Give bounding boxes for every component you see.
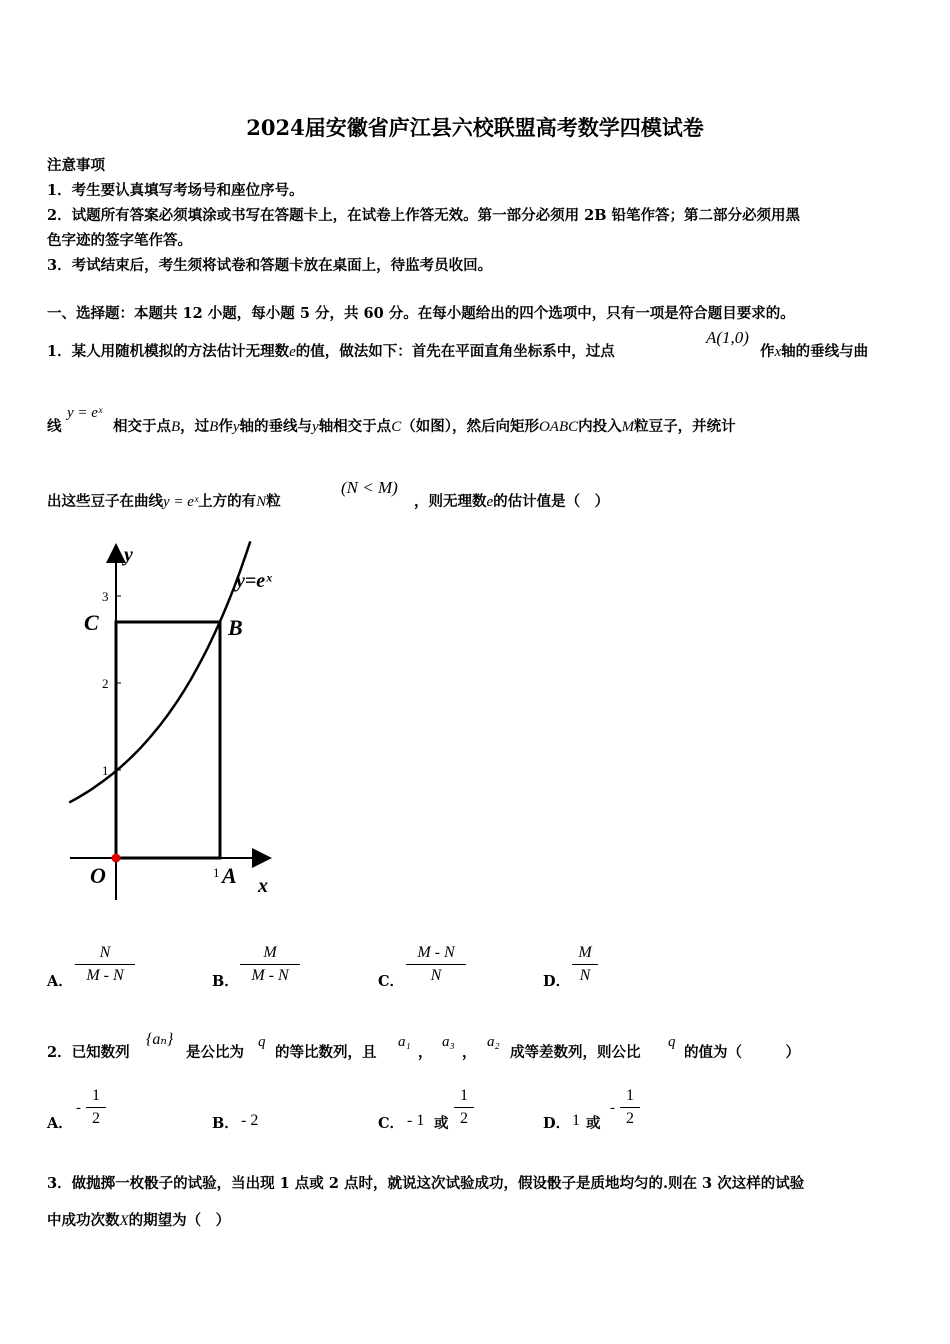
q2-option-c-fraction: [454, 1086, 474, 1129]
q1-text: 作: [218, 418, 233, 435]
math-a2: a₂: [487, 1034, 500, 1050]
math-a3: a₃: [442, 1034, 455, 1050]
denominator: N: [430, 967, 442, 984]
math-curve: y = eˣ: [163, 494, 199, 510]
numerator: M: [263, 944, 277, 961]
q2-option-d-label: D．: [543, 1115, 571, 1132]
q2-line1-d: [510, 1041, 641, 1062]
q2-text: 是公比为: [186, 1044, 244, 1061]
math-y: y: [232, 419, 240, 435]
fraction-bar: [240, 964, 300, 965]
q1-option-a-fraction: [75, 943, 135, 986]
q1-text: 粒豆子，并统计: [634, 418, 736, 435]
numerator: 1: [460, 1087, 468, 1104]
math-n: N: [256, 494, 267, 510]
q2-text: 成等差数列，则公比: [510, 1044, 641, 1061]
q1-option-b-fraction: [240, 943, 300, 986]
y-axis-label: y: [124, 544, 133, 566]
section-heading: 一、选择题：本题共 12 小题，每小题 5 分，共 60 分。在每小题给出的四个选项中，只有一项是符合题目要求的。: [47, 305, 795, 322]
q1-text: 粒: [266, 493, 281, 510]
exp-curve: [69, 541, 250, 802]
q2-option-b-value: - 2: [241, 1112, 259, 1129]
fraction-bar: [406, 964, 466, 965]
math-sequence: {aₙ}: [146, 1031, 174, 1048]
math-curve: y = eˣ: [67, 405, 103, 421]
point-c-label: C: [84, 610, 99, 635]
q1-option-d-fraction: [572, 943, 598, 986]
rectangle-oabc: [116, 622, 220, 858]
tick-label-3: 3: [102, 589, 109, 604]
math-q: q: [258, 1034, 266, 1050]
math-a1: a₁: [398, 1034, 411, 1050]
numerator: N: [99, 944, 111, 961]
q3-line2: [47, 1209, 230, 1230]
q2-text: 2．已知数列: [47, 1044, 130, 1061]
q1-option-c-label: C．: [378, 973, 405, 990]
fraction-bar: [572, 964, 598, 965]
fraction-bar: [75, 964, 135, 965]
page-title: 2024届安徽省庐江县六校联盟高考数学四模试卷: [246, 115, 704, 140]
exp-curve-figure: [60, 535, 300, 910]
q3-text: 的期望为（ ）: [128, 1212, 231, 1229]
math-b: B: [209, 419, 219, 435]
numerator: 1: [92, 1087, 100, 1104]
q1-text: ，过: [180, 418, 210, 435]
point-b-label: B: [228, 615, 243, 640]
math-e: e: [289, 344, 296, 360]
q1-text: 上方的有: [198, 493, 257, 510]
comma: ，: [418, 1044, 433, 1061]
math-q: q: [668, 1034, 676, 1050]
denominator: 2: [92, 1110, 100, 1127]
denominator: 2: [626, 1110, 634, 1127]
notice-item-2a: 2．试题所有答案必须填涂或书写在答题卡上，在试卷上作答无效。第一部分必须用 2B 铅笔作答；第二部分必须用黑: [47, 207, 801, 224]
q1-option-b-label: B．: [212, 973, 239, 990]
q1-text: 的估计值是（ ）: [493, 493, 610, 510]
q2-option-b-label: B．: [212, 1115, 239, 1132]
q1-text: 1．某人用随机模拟的方法估计无理数: [47, 343, 290, 360]
math-c: C: [391, 419, 402, 435]
minus-sign: -: [76, 1100, 81, 1116]
q2-option-a-label: A．: [47, 1115, 73, 1132]
q1-text: ，则无理数: [414, 493, 487, 510]
origin-label: O: [90, 863, 106, 888]
q1-option-a-label: A．: [47, 973, 73, 990]
tick-label-2: 2: [102, 676, 109, 691]
x-tick-label-1: 1: [213, 865, 220, 880]
math-y: y: [312, 419, 319, 435]
math-e: e: [486, 494, 494, 510]
math-b: B: [171, 419, 181, 435]
q3-line1: 3．做抛掷一枚骰子的试验，当出现 1 点或 2 点时，就说这次试验成功，假设骰子是质地均匀的.则在 3 次这样的试验: [47, 1175, 805, 1192]
q1-line2-b: [113, 415, 736, 436]
point-a-label: A: [222, 863, 237, 888]
origin-point: [112, 854, 121, 863]
q2-line1: [47, 1041, 130, 1062]
q1-line1: [47, 340, 615, 361]
notice-item-3: 3．考试结束后，考生须将试卷和答题卡放在桌面上，待监考员收回。: [47, 257, 493, 274]
q1-text: 轴的垂线与: [239, 418, 313, 435]
q2-option-d-value: 1: [572, 1112, 580, 1129]
denominator: M - N: [251, 967, 289, 984]
q1-option-c-fraction: [406, 943, 466, 986]
or-text: 或: [434, 1115, 449, 1132]
fraction-bar: [620, 1107, 640, 1108]
q2-option-c-label: C．: [378, 1115, 405, 1132]
fraction-bar: [454, 1107, 474, 1108]
q1-text: 线: [47, 418, 62, 435]
q1-text: （如图），然后向矩形: [401, 418, 539, 435]
denominator: M - N: [86, 967, 124, 984]
q1-line1-end: [760, 340, 868, 361]
q1-text: 出这些豆子在曲线: [47, 493, 163, 510]
q1-text: 作: [760, 343, 775, 360]
minus-sign: -: [610, 1100, 615, 1116]
tick-label-1: 1: [102, 763, 109, 778]
q2-option-c-value: - 1: [407, 1112, 425, 1129]
q2-line1-e: [684, 1041, 800, 1062]
q1-line2: [47, 415, 62, 436]
numerator: M - N: [417, 944, 455, 961]
q1-text: 内投入: [578, 418, 622, 435]
q2-text: 的等比数列，且: [275, 1044, 377, 1061]
q1-text: 相交于点: [113, 418, 171, 435]
q2-line1-c: [275, 1041, 377, 1062]
q2-option-a-fraction: [86, 1086, 106, 1129]
curve-label: y=eˣ: [236, 570, 272, 592]
comma: ，: [462, 1044, 477, 1061]
q1-text: 的值，做法如下：首先在平面直角坐标系中，过点: [295, 343, 615, 360]
or-text: 或: [586, 1115, 601, 1132]
q2-text: 的值为（ ）: [684, 1044, 800, 1061]
denominator: 2: [460, 1110, 468, 1127]
math-m: M: [621, 419, 635, 435]
math-condition: (N < M): [341, 478, 398, 497]
q1-line3-b: [414, 490, 609, 511]
notice-item-2b: 色字迹的签字笔作答。: [47, 232, 192, 249]
fraction-bar: [86, 1107, 106, 1108]
math-rect: OABC: [538, 419, 579, 435]
notice-item-1: 1．考生要认真填写考场号和座位序号。: [47, 182, 304, 199]
math-x-variable: X: [119, 1213, 129, 1229]
numerator: 1: [626, 1087, 634, 1104]
math-x: x: [774, 344, 782, 360]
denominator: N: [579, 967, 591, 984]
numerator: M: [578, 944, 592, 961]
q1-text: 轴的垂线与曲: [781, 343, 869, 360]
q2-option-d-fraction: [620, 1086, 640, 1129]
math-point-a: A(1,0): [706, 328, 749, 347]
q2-line1-b: [186, 1041, 244, 1062]
x-axis-label: x: [258, 875, 268, 897]
q1-option-d-label: D．: [543, 973, 571, 990]
q1-line3: [47, 490, 281, 511]
notice-heading: 注意事项: [47, 157, 105, 174]
q3-text: 中成功次数: [47, 1212, 120, 1229]
q1-text: 轴相交于点: [318, 418, 392, 435]
